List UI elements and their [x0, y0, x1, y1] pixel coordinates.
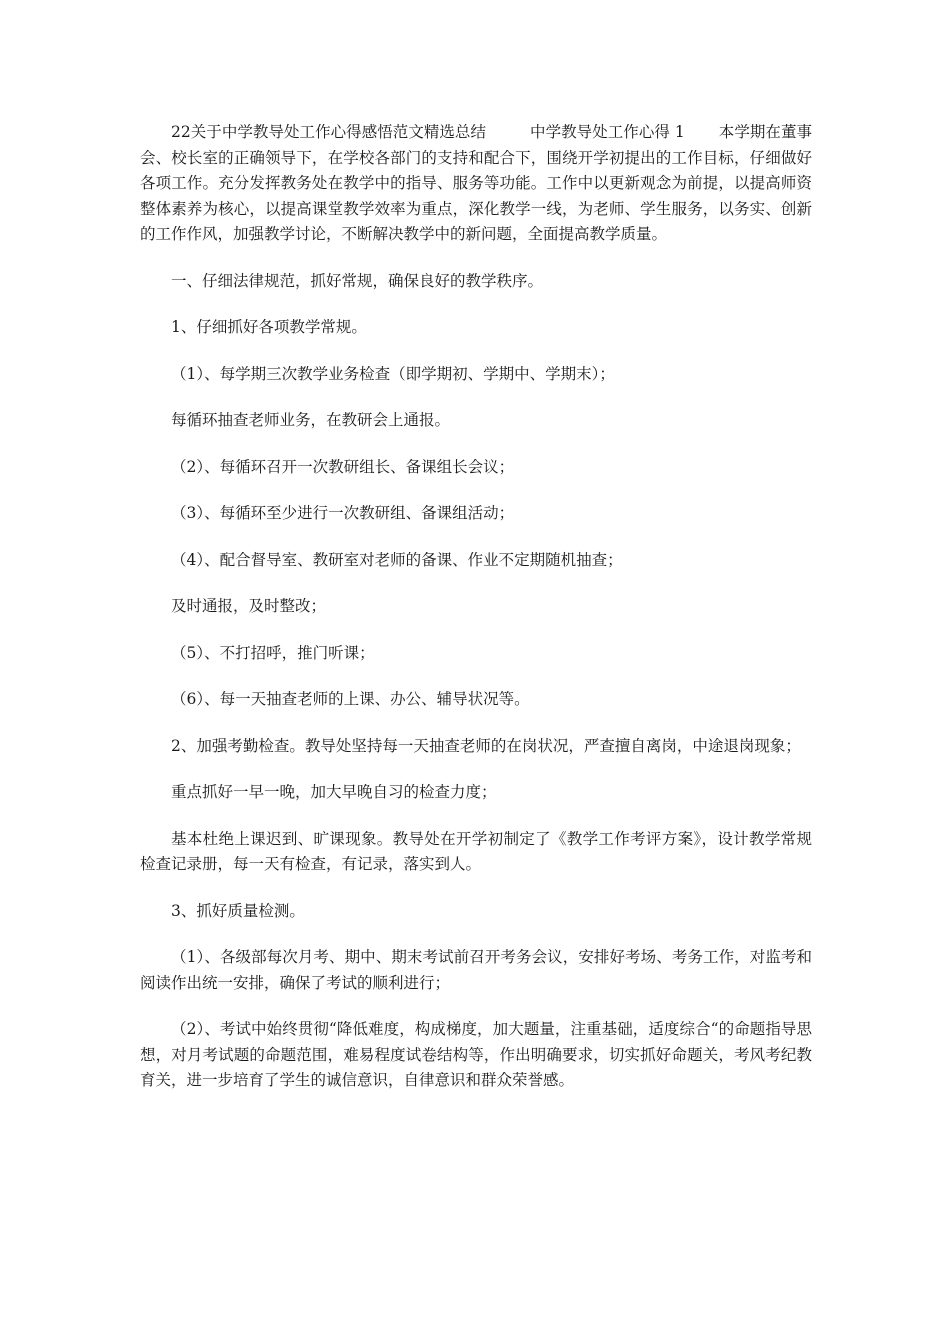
document-subtitle: 中学教导处工作心得 1 [530, 123, 685, 141]
paragraph-subitem-1b: （1）、各级部每次月考、期中、期末考试前召开考务会议，安排好考场、考务工作，对监考和阅读作出统一安排，确保了考试的顺利进行； [140, 948, 812, 992]
paragraph-text: 及时通报，及时整改； [171, 597, 327, 615]
paragraph-text: 每循环抽查老师业务，在教研会上通报。 [171, 411, 451, 429]
paragraph-subitem-6: （6）、每一天抽查老师的上课、办公、辅导状况等。 [171, 690, 530, 708]
document-title: 22关于中学教导处工作心得感悟范文精选总结 [171, 123, 487, 141]
paragraph-item-1: 1、仔细抓好各项教学常规。 [171, 318, 367, 336]
paragraph-subitem-2b: （2）、考试中始终贯彻“降低难度，构成梯度，加大题量，注重基础，适度综合“的命题指导思想，对月考试题的命题范围，难易程度试卷结构等，作出明确要求，切实抓好命题关，考风考纪教育关，进一步培育了学生的诚信意识，自律意识和群众荣誉感。 [140, 1020, 812, 1089]
intro-paragraph [140, 120, 812, 248]
paragraph-item-3: 3、抓好质量检测。 [171, 901, 305, 920]
paragraph-subitem-4: （4）、配合督导室、教研室对老师的备课、作业不定期随机抽查； [171, 550, 623, 569]
document-page [140, 120, 812, 1115]
paragraph-item-2: 2、加强考勤检查。教导处坚持每一天抽查老师的在岗状况，严查擅自离岗，中途退岗现象； [171, 736, 801, 755]
paragraph-subitem-1: （1）、每学期三次教学业务检查（即学期初、学期中、学期末）； [171, 364, 615, 383]
paragraph-text: 重点抓好一早一晚，加大早晚自习的检查力度； [171, 783, 497, 801]
intro-body: 本学期在董事会、校长室的正确领导下，在学校各部门的支持和配合下，围绕开学初提出的工作目标，仔细做好各项工作。充分发挥教务处在教学中的指导、服务等功能。工作中以更新观念为前提，以提高师资整体素养为核心，以提高课堂教学效率为重点，深化教学一线，为老师、学生服务，以务实、创新的工作作风，加强教学讨论，不断解决教学中的新问题，全面提高教学质量。 [140, 123, 812, 243]
paragraph-section-1: 一、仔细法律规范，抓好常规，确保良好的教学秩序。 [171, 271, 544, 290]
paragraph-subitem-2: （2）、每循环召开一次教研组长、备课组长会议； [171, 457, 515, 476]
paragraph-subitem-3: （3）、每循环至少进行一次教研组、备课组活动； [171, 504, 515, 522]
paragraph-subitem-5: （5）、不打招呼，推门听课； [171, 643, 375, 662]
paragraph-text: 基本杜绝上课迟到、旷课现象。教导处在开学初制定了《教学工作考评方案》，设计教学常规检查记录册，每一天有检查，有记录，落实到人。 [140, 829, 812, 873]
